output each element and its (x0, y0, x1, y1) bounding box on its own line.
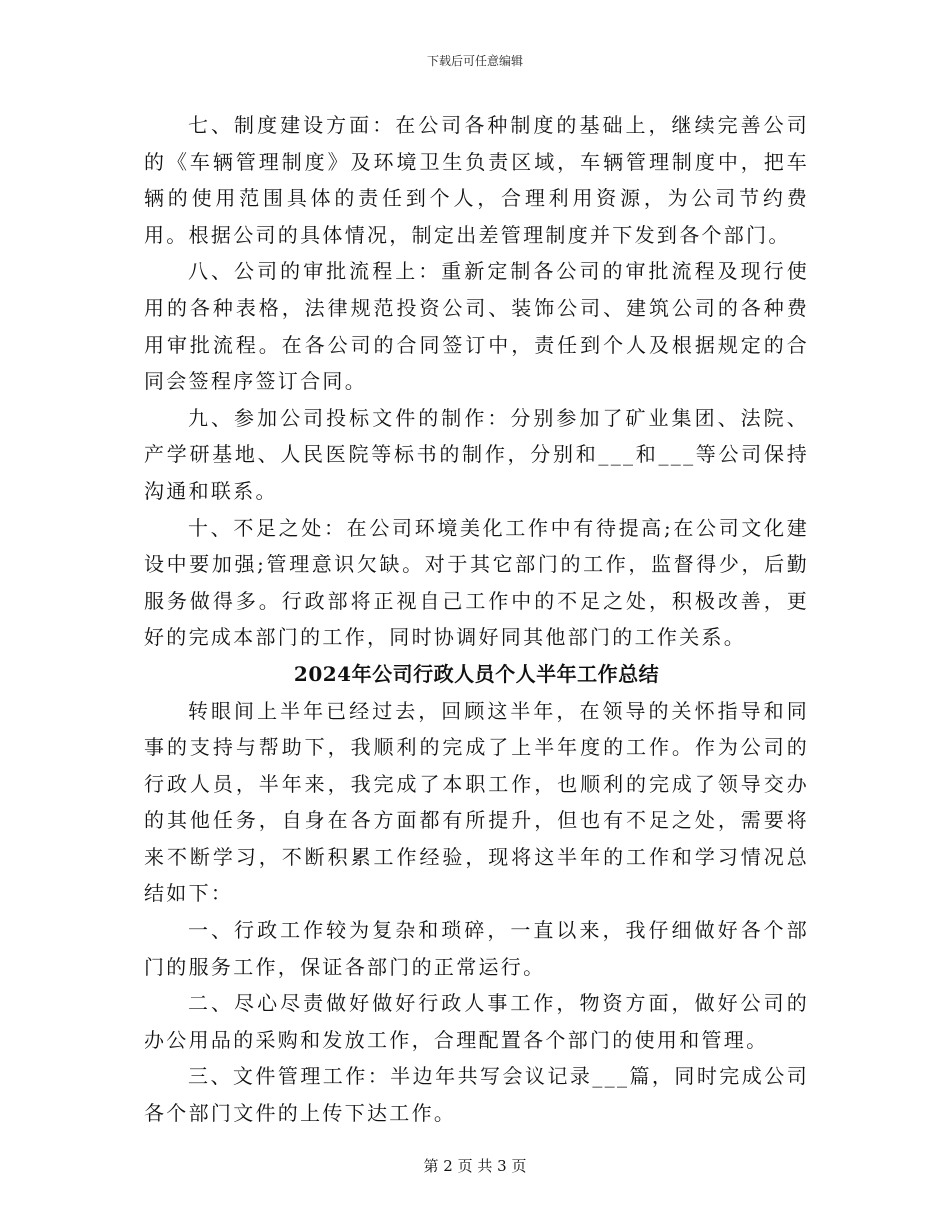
paragraph-intro: 转眼间上半年已经过去，回顾这半年，在领导的关怀指导和同事的支持与帮助下，我顺利的完成了上半年度的工作。作为公司的行政人员，半年来，我完成了本职工作，也顺利的完成了领导交办的其他任务，自身在各方面都有所提升，但也有不足之处，需要将来不断学习，不断积累工作经验，现将这半年的工作和学习情况总结如下： (144, 698, 809, 906)
paragraph-hr-work: 二、尽心尽责做好做好行政人事工作，物资方面，做好公司的办公用品的采购和发放工作，合理配置各个部门的使用和管理。 (144, 991, 809, 1052)
paragraph-admin-work: 一、行政工作较为复杂和琐碎，一直以来，我仔细做好各个部门的服务工作，保证各部门的正常运行。 (144, 918, 809, 979)
document-body (144, 107, 809, 1132)
paragraph-approval-process: 八、公司的审批流程上：重新定制各公司的审批流程及现行使用的各种表格，法律规范投资公司、装饰公司、建筑公司的各种费用审批流程。在各公司的合同签订中，责任到个人及根据规定的合同会签程序签订合同。 (144, 259, 809, 394)
page-header-note: 下载后可任意编辑 (426, 54, 523, 68)
paragraph-file-management: 三、文件管理工作：半边年共写会议记录___篇，同时完成公司各个部门文件的上传下达工作。 (144, 1064, 809, 1126)
paragraph-shortcomings: 十、不足之处：在公司环境美化工作中有待提高;在公司文化建设中要加强;管理意识欠缺。对于其它部门的工作，监督得少，后勤服务做得多。行政部将正视自己工作中的不足之处，积极改善，更好的完成本部门的工作，同时协调好同其他部门的工作关系。 (144, 515, 809, 650)
paragraph-bidding-documents: 九、参加公司投标文件的制作：分别参加了矿业集团、法院、产学研基地、人民医院等标书的制作，分别和___和___等公司保持沟通和联系。 (144, 405, 809, 503)
paragraph-system-building: 七、制度建设方面：在公司各种制度的基础上，继续完善公司的《车辆管理制度》及环境卫生负责区域，车辆管理制度中，把车辆的使用范围具体的责任到个人，合理利用资源，为公司节约费用。根据公司的具体情况，制定出差管理制度并下发到各个部门。 (144, 113, 809, 247)
page-number: 第 2 页 共 3 页 (423, 1157, 527, 1175)
section-title: 2024年公司行政人员个人半年工作总结 (293, 661, 660, 686)
